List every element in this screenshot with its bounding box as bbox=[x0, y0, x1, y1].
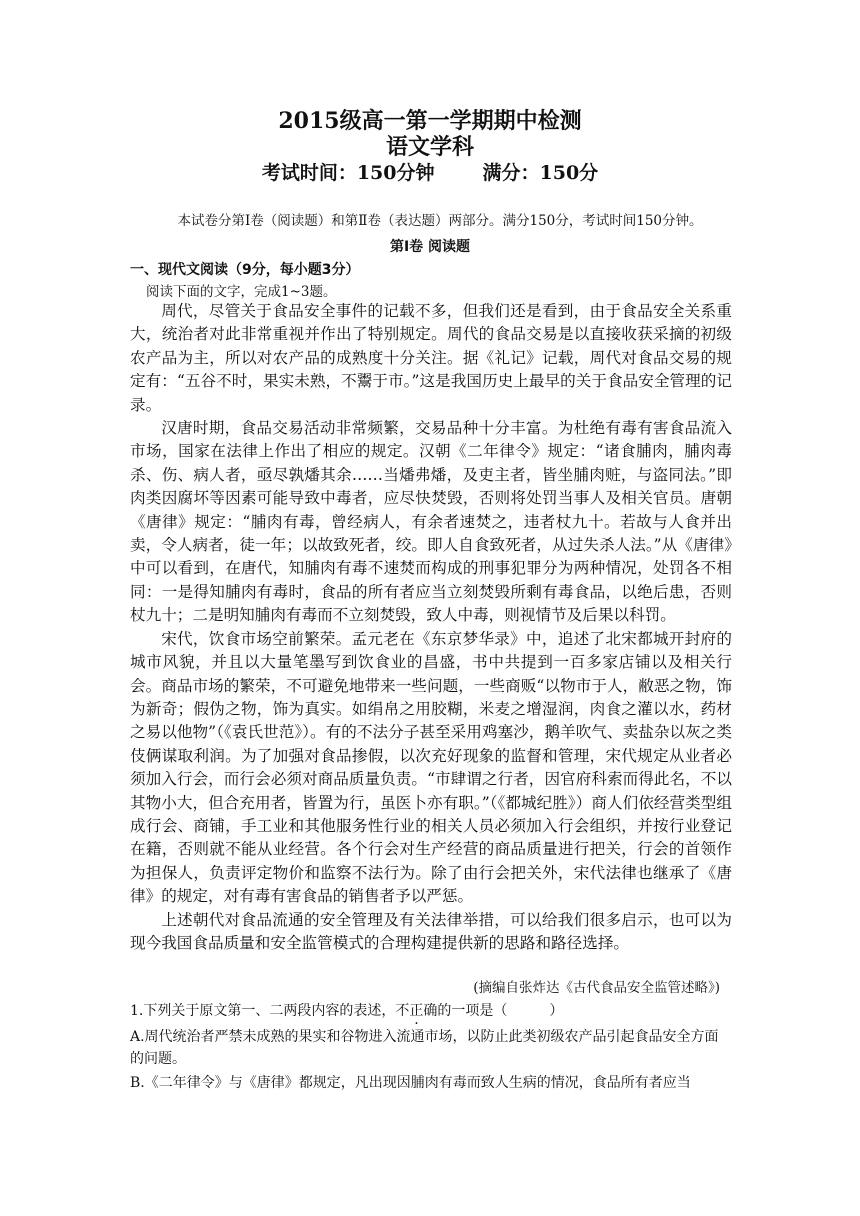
section-title: 一、现代文阅读（9分，每小题3分） bbox=[130, 262, 360, 278]
exam-title: 2015级高一第一学期期中检测 bbox=[278, 108, 582, 134]
question-1-option-a: A.周代统治者严禁未成熟的果实和谷物进入流通市场，以防止此类初级农产品引起食品安全方面的问题。 bbox=[130, 1029, 719, 1067]
volume-title: 第Ⅰ卷 阅读题 bbox=[389, 239, 471, 255]
exam-time: 考试时间：150分钟 bbox=[261, 162, 435, 184]
subject-title: 语文学科 bbox=[385, 134, 474, 160]
passage-paragraph: 上述朝代对食品流通的安全管理及有关法律举措，可以给我们很多启示，也可以为现今我国食品质量和安全监管模式的合理构建提供新的思路和路径选择。 bbox=[130, 910, 732, 952]
exam-intro: 本试卷分第Ⅰ卷（阅读题）和第Ⅱ卷（表达题）两部分。满分150分，考试时间150分钟。 bbox=[177, 213, 703, 229]
passage-paragraph: 宋代，饮食市场空前繁荣。孟元老在《东京梦华录》中，追述了北宋都城开封府的城市风貌，并且以大量笔墨写到饮食业的昌盛，书中共提到一百多家店铺以及相关行会。商品市场的繁荣，不可避免地带来一些问题，一些商贩“以物市于人，敝恶之物，饰为新奇；假伪之物，饰为真实。如绢帛之用胶糊，米麦之增湿润，肉食之灌以水，药材之易以他物”（《袁氏世范》）。有的不法分子甚至采用鸡塞沙，鹅羊吹气、卖盐杂以灰之类伎俩谋取利润。为了加强对食品掺假，以次充好现象的监督和管理，宋代规定从业者必须加入行会，而行会必须对商品质量负责。“市肆谓之行者，因官府科索而得此名，不以其物小大，但合充用者，皆置为行，虽医卜亦有职。”（《都城纪胜》）商人们依经营类型组成行会、商铺，手工业和其他服务性行业的相关人员必须加入行会组织，并按行业登记在籍，否则就不能从业经营。各个行会对生产经营的商品质量进行把关，行会的首领作为担保人，负责评定物价和监察不法行为。除了由行会把关外，宋代法律也继承了《唐律》的规定，对有毒有害食品的销售者予以严惩。 bbox=[130, 629, 732, 906]
question-stem-text: 的一项是（ ） bbox=[437, 1003, 564, 1019]
passage-paragraph: 汉唐时期，食品交易活动非常频繁，交易品种十分丰富。为杜绝有毒有害食品流入市场，国家在法律上作出了相应的规定。汉朝《二年律令》规定：“诸食脯肉，脯肉毒杀、伤、病人者，亟尽孰燔其余……当燔弗燔，及吏主者，皆坐脯肉赃，与盗同法。”即肉类因腐坏等因素可能导致中毒者，应尽快焚毁，否则将处罚当事人及相关官员。唐朝《唐律》规定：“脯肉有毒，曾经病人，有余者速焚之，违者杖九十。若故与人食并出卖，令人病者，徒一年；以故致死者，绞。即人自食致死者，从过失杀人法。”从《唐律》中可以看到，在唐代，知脯肉有毒不速焚而构成的刑事犯罪分为两种情况，处罚各不相同：一是得知脯肉有毒时，食品的所有者应当立刻焚毁所剩有毒食品，以绝后患，否则杖九十；二是明知脯肉有毒而不立刻焚毁，致人中毒，则视情节及后果以科罚。 bbox=[130, 419, 732, 625]
question-stem-text: 1.下列关于原文第一、二两段内容的表述， bbox=[130, 1003, 396, 1019]
full-score: 满分：150分 bbox=[482, 162, 599, 184]
reading-passage bbox=[130, 300, 732, 955]
question-1-option-b: B.《二年律令》与《唐律》都规定，凡出现因脯肉有毒而致人生病的情况，食品所有者应当 bbox=[130, 1075, 691, 1091]
reading-instruction: 阅读下面的文字，完成1~3题。 bbox=[146, 284, 337, 300]
question-1-stem bbox=[130, 1000, 732, 1022]
passage-paragraph: 周代，尽管关于食品安全事件的记载不多，但我们还是看到，由于食品安全关系重大，统治者对此非常重视并作出了特别规定。周代的食品交易是以直接收获采摘的初级农产品为主，所以对农产品的成熟度十分关注。据《礼记》记载，周代对食品交易的规定有：“五谷不时，果实未熟，不鬻于市。”这是我国历史上最早的关于食品安全管理的记录。 bbox=[130, 302, 732, 414]
question-stem-emphasis: 不正确 bbox=[395, 1003, 438, 1019]
passage-source: (摘编自张炸达《古代食品安全监管述略》) bbox=[473, 980, 720, 996]
exam-meta bbox=[0, 158, 860, 185]
